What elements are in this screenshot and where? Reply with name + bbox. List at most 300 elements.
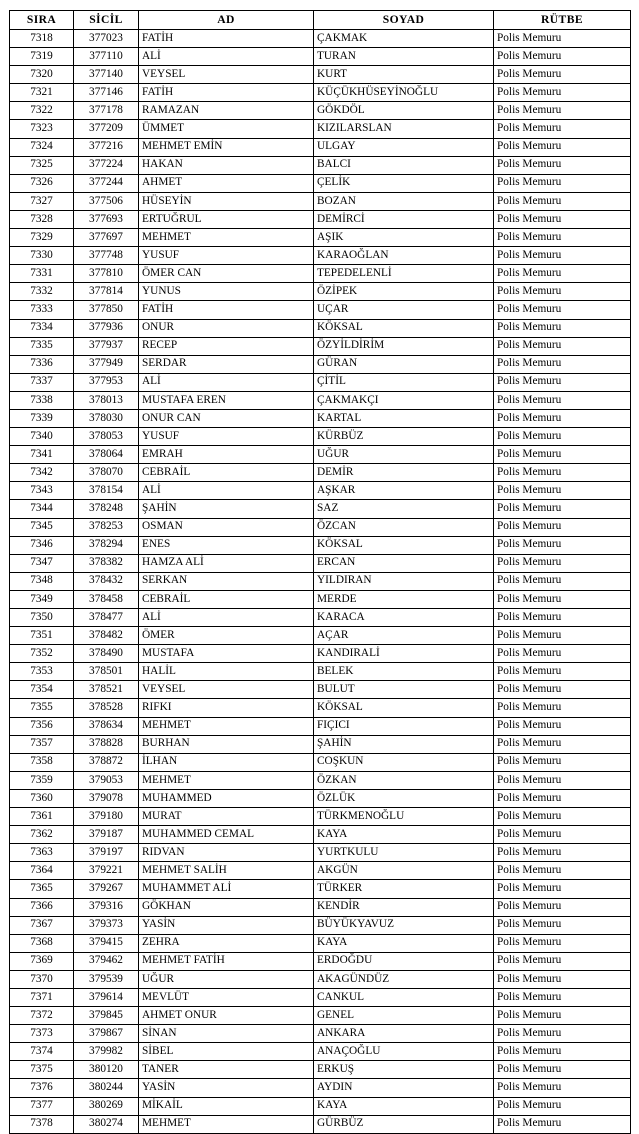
cell-soyad: ÖZYİLDİRİM xyxy=(314,337,494,355)
cell-ad: SERKAN xyxy=(139,572,314,590)
cell-soyad: KARACA xyxy=(314,609,494,627)
cell-rutbe: Polis Memuru xyxy=(494,1115,631,1133)
cell-sira: 7328 xyxy=(10,210,74,228)
table-row xyxy=(10,391,631,409)
cell-sicil: 379867 xyxy=(74,1025,139,1043)
cell-sicil: 378253 xyxy=(74,518,139,536)
cell-ad: FATİH xyxy=(139,30,314,48)
cell-ad: MUSTAFA EREN xyxy=(139,391,314,409)
cell-ad: YUNUS xyxy=(139,283,314,301)
cell-rutbe: Polis Memuru xyxy=(494,48,631,66)
table-row xyxy=(10,771,631,789)
cell-sira: 7339 xyxy=(10,409,74,427)
cell-ad: MEHMET EMİN xyxy=(139,138,314,156)
cell-soyad: ÖZLÜK xyxy=(314,789,494,807)
cell-sira: 7350 xyxy=(10,609,74,627)
cell-soyad: TÜRKMENOĞLU xyxy=(314,808,494,826)
cell-rutbe: Polis Memuru xyxy=(494,554,631,572)
cell-soyad: AKGÜN xyxy=(314,862,494,880)
table-row xyxy=(10,880,631,898)
table-row xyxy=(10,952,631,970)
personnel-table xyxy=(9,10,631,1134)
cell-sicil: 377146 xyxy=(74,84,139,102)
cell-soyad: UÇAR xyxy=(314,301,494,319)
cell-soyad: UĞUR xyxy=(314,446,494,464)
cell-soyad: AŞIK xyxy=(314,229,494,247)
table-row xyxy=(10,355,631,373)
cell-rutbe: Polis Memuru xyxy=(494,988,631,1006)
cell-sira: 7366 xyxy=(10,898,74,916)
cell-soyad: GÜRAN xyxy=(314,355,494,373)
cell-soyad: ÇELİK xyxy=(314,174,494,192)
cell-sira: 7371 xyxy=(10,988,74,1006)
cell-rutbe: Polis Memuru xyxy=(494,826,631,844)
cell-soyad: KAYA xyxy=(314,826,494,844)
cell-sicil: 378382 xyxy=(74,554,139,572)
cell-sira: 7320 xyxy=(10,66,74,84)
cell-sicil: 378294 xyxy=(74,536,139,554)
cell-ad: ONUR xyxy=(139,319,314,337)
cell-sicil: 379539 xyxy=(74,970,139,988)
cell-rutbe: Polis Memuru xyxy=(494,753,631,771)
cell-sicil: 380120 xyxy=(74,1061,139,1079)
cell-rutbe: Polis Memuru xyxy=(494,898,631,916)
cell-sicil: 377949 xyxy=(74,355,139,373)
table-row xyxy=(10,663,631,681)
cell-rutbe: Polis Memuru xyxy=(494,970,631,988)
table-row xyxy=(10,66,631,84)
cell-ad: ALİ xyxy=(139,48,314,66)
cell-sira: 7365 xyxy=(10,880,74,898)
cell-sira: 7348 xyxy=(10,572,74,590)
cell-ad: SİBEL xyxy=(139,1043,314,1061)
cell-rutbe: Polis Memuru xyxy=(494,717,631,735)
cell-ad: ERTUĞRUL xyxy=(139,210,314,228)
cell-sira: 7337 xyxy=(10,373,74,391)
cell-ad: YASİN xyxy=(139,916,314,934)
cell-rutbe: Polis Memuru xyxy=(494,952,631,970)
cell-ad: RIFKI xyxy=(139,699,314,717)
cell-sicil: 379845 xyxy=(74,1007,139,1025)
cell-ad: MURAT xyxy=(139,808,314,826)
cell-sira: 7363 xyxy=(10,844,74,862)
cell-sicil: 379180 xyxy=(74,808,139,826)
cell-soyad: ULGAY xyxy=(314,138,494,156)
cell-sicil: 379614 xyxy=(74,988,139,1006)
cell-ad: HALİL xyxy=(139,663,314,681)
cell-soyad: BÜYÜKYAVUZ xyxy=(314,916,494,934)
cell-soyad: SAZ xyxy=(314,500,494,518)
cell-ad: ONUR CAN xyxy=(139,409,314,427)
cell-rutbe: Polis Memuru xyxy=(494,229,631,247)
cell-ad: EMRAH xyxy=(139,446,314,464)
table-row xyxy=(10,428,631,446)
cell-soyad: KARAOĞLAN xyxy=(314,247,494,265)
table-row xyxy=(10,627,631,645)
cell-rutbe: Polis Memuru xyxy=(494,808,631,826)
cell-sira: 7331 xyxy=(10,265,74,283)
cell-ad: CEBRAİL xyxy=(139,464,314,482)
cell-ad: UĞUR xyxy=(139,970,314,988)
cell-rutbe: Polis Memuru xyxy=(494,66,631,84)
cell-sicil: 380274 xyxy=(74,1115,139,1133)
cell-sicil: 378521 xyxy=(74,681,139,699)
cell-soyad: YILDIRAN xyxy=(314,572,494,590)
cell-sicil: 377110 xyxy=(74,48,139,66)
cell-rutbe: Polis Memuru xyxy=(494,1079,631,1097)
cell-sira: 7367 xyxy=(10,916,74,934)
table-row xyxy=(10,1025,631,1043)
cell-rutbe: Polis Memuru xyxy=(494,84,631,102)
cell-sicil: 378501 xyxy=(74,663,139,681)
cell-sicil: 378053 xyxy=(74,428,139,446)
cell-rutbe: Polis Memuru xyxy=(494,572,631,590)
cell-rutbe: Polis Memuru xyxy=(494,446,631,464)
cell-rutbe: Polis Memuru xyxy=(494,1061,631,1079)
cell-ad: RIDVAN xyxy=(139,844,314,862)
cell-sicil: 377224 xyxy=(74,156,139,174)
cell-sira: 7324 xyxy=(10,138,74,156)
cell-soyad: DEMİR xyxy=(314,464,494,482)
cell-soyad: KAYA xyxy=(314,934,494,952)
cell-sicil: 377953 xyxy=(74,373,139,391)
table-row xyxy=(10,735,631,753)
cell-soyad: ERDOĞDU xyxy=(314,952,494,970)
cell-sicil: 379982 xyxy=(74,1043,139,1061)
cell-soyad: COŞKUN xyxy=(314,753,494,771)
cell-rutbe: Polis Memuru xyxy=(494,590,631,608)
cell-sicil: 378070 xyxy=(74,464,139,482)
cell-ad: SİNAN xyxy=(139,1025,314,1043)
cell-ad: MUSTAFA xyxy=(139,645,314,663)
table-row xyxy=(10,609,631,627)
column-header-rutbe: RÜTBE xyxy=(494,11,631,30)
cell-rutbe: Polis Memuru xyxy=(494,464,631,482)
table-header-row xyxy=(10,11,631,30)
cell-ad: TANER xyxy=(139,1061,314,1079)
table-row xyxy=(10,789,631,807)
table-row xyxy=(10,681,631,699)
cell-rutbe: Polis Memuru xyxy=(494,1043,631,1061)
cell-soyad: ÇAKMAKÇI xyxy=(314,391,494,409)
cell-rutbe: Polis Memuru xyxy=(494,681,631,699)
cell-sira: 7354 xyxy=(10,681,74,699)
cell-sicil: 377244 xyxy=(74,174,139,192)
cell-rutbe: Polis Memuru xyxy=(494,880,631,898)
cell-ad: ÖMER CAN xyxy=(139,265,314,283)
cell-sira: 7341 xyxy=(10,446,74,464)
cell-ad: SERDAR xyxy=(139,355,314,373)
table-row xyxy=(10,1043,631,1061)
cell-rutbe: Polis Memuru xyxy=(494,609,631,627)
cell-sicil: 378013 xyxy=(74,391,139,409)
cell-sira: 7356 xyxy=(10,717,74,735)
table-row xyxy=(10,500,631,518)
cell-sira: 7369 xyxy=(10,952,74,970)
table-row xyxy=(10,988,631,1006)
cell-soyad: KÖKSAL xyxy=(314,699,494,717)
table-row xyxy=(10,265,631,283)
cell-rutbe: Polis Memuru xyxy=(494,1097,631,1115)
table-row xyxy=(10,319,631,337)
cell-ad: MEHMET xyxy=(139,1115,314,1133)
cell-sira: 7376 xyxy=(10,1079,74,1097)
cell-sira: 7351 xyxy=(10,627,74,645)
cell-sira: 7346 xyxy=(10,536,74,554)
cell-soyad: AYDIN xyxy=(314,1079,494,1097)
cell-sicil: 379373 xyxy=(74,916,139,934)
cell-ad: BURHAN xyxy=(139,735,314,753)
cell-soyad: ÖZKAN xyxy=(314,771,494,789)
cell-sicil: 377693 xyxy=(74,210,139,228)
cell-sira: 7364 xyxy=(10,862,74,880)
cell-sicil: 378482 xyxy=(74,627,139,645)
cell-ad: MEVLÜT xyxy=(139,988,314,1006)
cell-ad: MUHAMMED CEMAL xyxy=(139,826,314,844)
cell-ad: MİKAİL xyxy=(139,1097,314,1115)
cell-sira: 7360 xyxy=(10,789,74,807)
cell-sicil: 377178 xyxy=(74,102,139,120)
cell-sicil: 378432 xyxy=(74,572,139,590)
table-row xyxy=(10,934,631,952)
cell-ad: HAKAN xyxy=(139,156,314,174)
cell-sicil: 378828 xyxy=(74,735,139,753)
cell-sira: 7319 xyxy=(10,48,74,66)
table-row xyxy=(10,970,631,988)
cell-sicil: 379267 xyxy=(74,880,139,898)
cell-ad: YUSUF xyxy=(139,428,314,446)
cell-sicil: 377810 xyxy=(74,265,139,283)
column-header-sira: SIRA xyxy=(10,11,74,30)
cell-ad: ZEHRA xyxy=(139,934,314,952)
cell-soyad: ERKUŞ xyxy=(314,1061,494,1079)
cell-ad: ÜMMET xyxy=(139,120,314,138)
cell-sicil: 380244 xyxy=(74,1079,139,1097)
table-row xyxy=(10,283,631,301)
cell-soyad: KURT xyxy=(314,66,494,84)
cell-sira: 7357 xyxy=(10,735,74,753)
cell-ad: MUHAMMED xyxy=(139,789,314,807)
cell-soyad: BALCI xyxy=(314,156,494,174)
cell-soyad: AŞKAR xyxy=(314,482,494,500)
cell-sicil: 380269 xyxy=(74,1097,139,1115)
cell-sira: 7322 xyxy=(10,102,74,120)
cell-soyad: KÖKSAL xyxy=(314,319,494,337)
table-row xyxy=(10,844,631,862)
table-row xyxy=(10,572,631,590)
cell-rutbe: Polis Memuru xyxy=(494,265,631,283)
cell-sira: 7378 xyxy=(10,1115,74,1133)
cell-soyad: ERCAN xyxy=(314,554,494,572)
cell-ad: ALİ xyxy=(139,373,314,391)
cell-ad: İLHAN xyxy=(139,753,314,771)
cell-sicil: 377697 xyxy=(74,229,139,247)
cell-rutbe: Polis Memuru xyxy=(494,482,631,500)
cell-sira: 7332 xyxy=(10,283,74,301)
cell-soyad: CANKUL xyxy=(314,988,494,1006)
table-row xyxy=(10,102,631,120)
table-row xyxy=(10,916,631,934)
cell-rutbe: Polis Memuru xyxy=(494,500,631,518)
cell-soyad: TURAN xyxy=(314,48,494,66)
cell-sira: 7362 xyxy=(10,826,74,844)
cell-sicil: 379197 xyxy=(74,844,139,862)
cell-sira: 7355 xyxy=(10,699,74,717)
cell-ad: ALİ xyxy=(139,482,314,500)
cell-ad: AHMET xyxy=(139,174,314,192)
cell-ad: AHMET ONUR xyxy=(139,1007,314,1025)
cell-ad: OSMAN xyxy=(139,518,314,536)
column-header-ad: AD xyxy=(139,11,314,30)
cell-sira: 7361 xyxy=(10,808,74,826)
cell-rutbe: Polis Memuru xyxy=(494,916,631,934)
cell-soyad: TEPEDELENLİ xyxy=(314,265,494,283)
cell-rutbe: Polis Memuru xyxy=(494,735,631,753)
table-row xyxy=(10,536,631,554)
cell-soyad: ÇAKMAK xyxy=(314,30,494,48)
cell-ad: MEHMET SALİH xyxy=(139,862,314,880)
cell-rutbe: Polis Memuru xyxy=(494,771,631,789)
cell-ad: FATİH xyxy=(139,301,314,319)
cell-rutbe: Polis Memuru xyxy=(494,337,631,355)
cell-sira: 7333 xyxy=(10,301,74,319)
cell-rutbe: Polis Memuru xyxy=(494,247,631,265)
cell-soyad: ANKARA xyxy=(314,1025,494,1043)
cell-soyad: KAYA xyxy=(314,1097,494,1115)
cell-rutbe: Polis Memuru xyxy=(494,30,631,48)
table-row xyxy=(10,826,631,844)
cell-soyad: YURTKULU xyxy=(314,844,494,862)
cell-ad: FATİH xyxy=(139,84,314,102)
cell-sira: 7336 xyxy=(10,355,74,373)
cell-soyad: MERDE xyxy=(314,590,494,608)
cell-sicil: 378064 xyxy=(74,446,139,464)
cell-sicil: 378490 xyxy=(74,645,139,663)
table-row xyxy=(10,753,631,771)
cell-ad: MEHMET FATİH xyxy=(139,952,314,970)
cell-ad: GÖKHAN xyxy=(139,898,314,916)
cell-rutbe: Polis Memuru xyxy=(494,518,631,536)
cell-sicil: 378477 xyxy=(74,609,139,627)
cell-ad: VEYSEL xyxy=(139,681,314,699)
cell-rutbe: Polis Memuru xyxy=(494,428,631,446)
table-row xyxy=(10,1061,631,1079)
cell-sicil: 379221 xyxy=(74,862,139,880)
cell-ad: RECEP xyxy=(139,337,314,355)
cell-rutbe: Polis Memuru xyxy=(494,156,631,174)
cell-sicil: 379078 xyxy=(74,789,139,807)
cell-sira: 7344 xyxy=(10,500,74,518)
cell-sicil: 378458 xyxy=(74,590,139,608)
cell-rutbe: Polis Memuru xyxy=(494,862,631,880)
cell-sira: 7343 xyxy=(10,482,74,500)
cell-soyad: ŞAHİN xyxy=(314,735,494,753)
table-header xyxy=(10,11,631,30)
cell-ad: HÜSEYİN xyxy=(139,192,314,210)
cell-sicil: 377023 xyxy=(74,30,139,48)
cell-rutbe: Polis Memuru xyxy=(494,789,631,807)
cell-soyad: KÜRBÜZ xyxy=(314,428,494,446)
cell-rutbe: Polis Memuru xyxy=(494,663,631,681)
cell-rutbe: Polis Memuru xyxy=(494,355,631,373)
cell-soyad: AKAGÜNDÜZ xyxy=(314,970,494,988)
cell-sira: 7345 xyxy=(10,518,74,536)
cell-ad: HAMZA ALİ xyxy=(139,554,314,572)
table-row xyxy=(10,808,631,826)
table-row xyxy=(10,229,631,247)
cell-rutbe: Polis Memuru xyxy=(494,627,631,645)
cell-ad: MEHMET xyxy=(139,229,314,247)
cell-soyad: ÖZCAN xyxy=(314,518,494,536)
cell-ad: YASİN xyxy=(139,1079,314,1097)
cell-rutbe: Polis Memuru xyxy=(494,1025,631,1043)
cell-ad: ŞAHİN xyxy=(139,500,314,518)
cell-soyad: KARTAL xyxy=(314,409,494,427)
cell-soyad: KIZILARSLAN xyxy=(314,120,494,138)
cell-ad: CEBRAİL xyxy=(139,590,314,608)
cell-sira: 7342 xyxy=(10,464,74,482)
cell-sira: 7338 xyxy=(10,391,74,409)
cell-sira: 7349 xyxy=(10,590,74,608)
cell-rutbe: Polis Memuru xyxy=(494,1007,631,1025)
cell-soyad: KENDİR xyxy=(314,898,494,916)
cell-ad: MEHMET xyxy=(139,771,314,789)
cell-rutbe: Polis Memuru xyxy=(494,319,631,337)
cell-soyad: ANAÇOĞLU xyxy=(314,1043,494,1061)
cell-sira: 7340 xyxy=(10,428,74,446)
table-row xyxy=(10,1115,631,1133)
table-row xyxy=(10,210,631,228)
table-row xyxy=(10,645,631,663)
table-row xyxy=(10,174,631,192)
cell-ad: ÖMER xyxy=(139,627,314,645)
cell-rutbe: Polis Memuru xyxy=(494,934,631,952)
cell-sira: 7326 xyxy=(10,174,74,192)
cell-soyad: GENEL xyxy=(314,1007,494,1025)
table-row xyxy=(10,554,631,572)
cell-soyad: ÖZİPEK xyxy=(314,283,494,301)
cell-ad: MUHAMMET ALİ xyxy=(139,880,314,898)
column-header-soyad: SOYAD xyxy=(314,11,494,30)
cell-sira: 7370 xyxy=(10,970,74,988)
table-row xyxy=(10,446,631,464)
cell-sicil: 377209 xyxy=(74,120,139,138)
table-row xyxy=(10,301,631,319)
cell-sira: 7321 xyxy=(10,84,74,102)
cell-sira: 7323 xyxy=(10,120,74,138)
cell-soyad: KÖKSAL xyxy=(314,536,494,554)
table-row xyxy=(10,590,631,608)
cell-sira: 7335 xyxy=(10,337,74,355)
table-row xyxy=(10,1097,631,1115)
cell-rutbe: Polis Memuru xyxy=(494,844,631,862)
cell-soyad: ÇİTİL xyxy=(314,373,494,391)
cell-soyad: DEMİRCİ xyxy=(314,210,494,228)
table-row xyxy=(10,1079,631,1097)
table-row xyxy=(10,717,631,735)
cell-sira: 7358 xyxy=(10,753,74,771)
table-row xyxy=(10,482,631,500)
cell-sicil: 377814 xyxy=(74,283,139,301)
cell-sicil: 378248 xyxy=(74,500,139,518)
cell-ad: ALİ xyxy=(139,609,314,627)
cell-sira: 7375 xyxy=(10,1061,74,1079)
cell-rutbe: Polis Memuru xyxy=(494,536,631,554)
cell-rutbe: Polis Memuru xyxy=(494,210,631,228)
cell-rutbe: Polis Memuru xyxy=(494,120,631,138)
table-row xyxy=(10,247,631,265)
table-body xyxy=(10,30,631,1134)
